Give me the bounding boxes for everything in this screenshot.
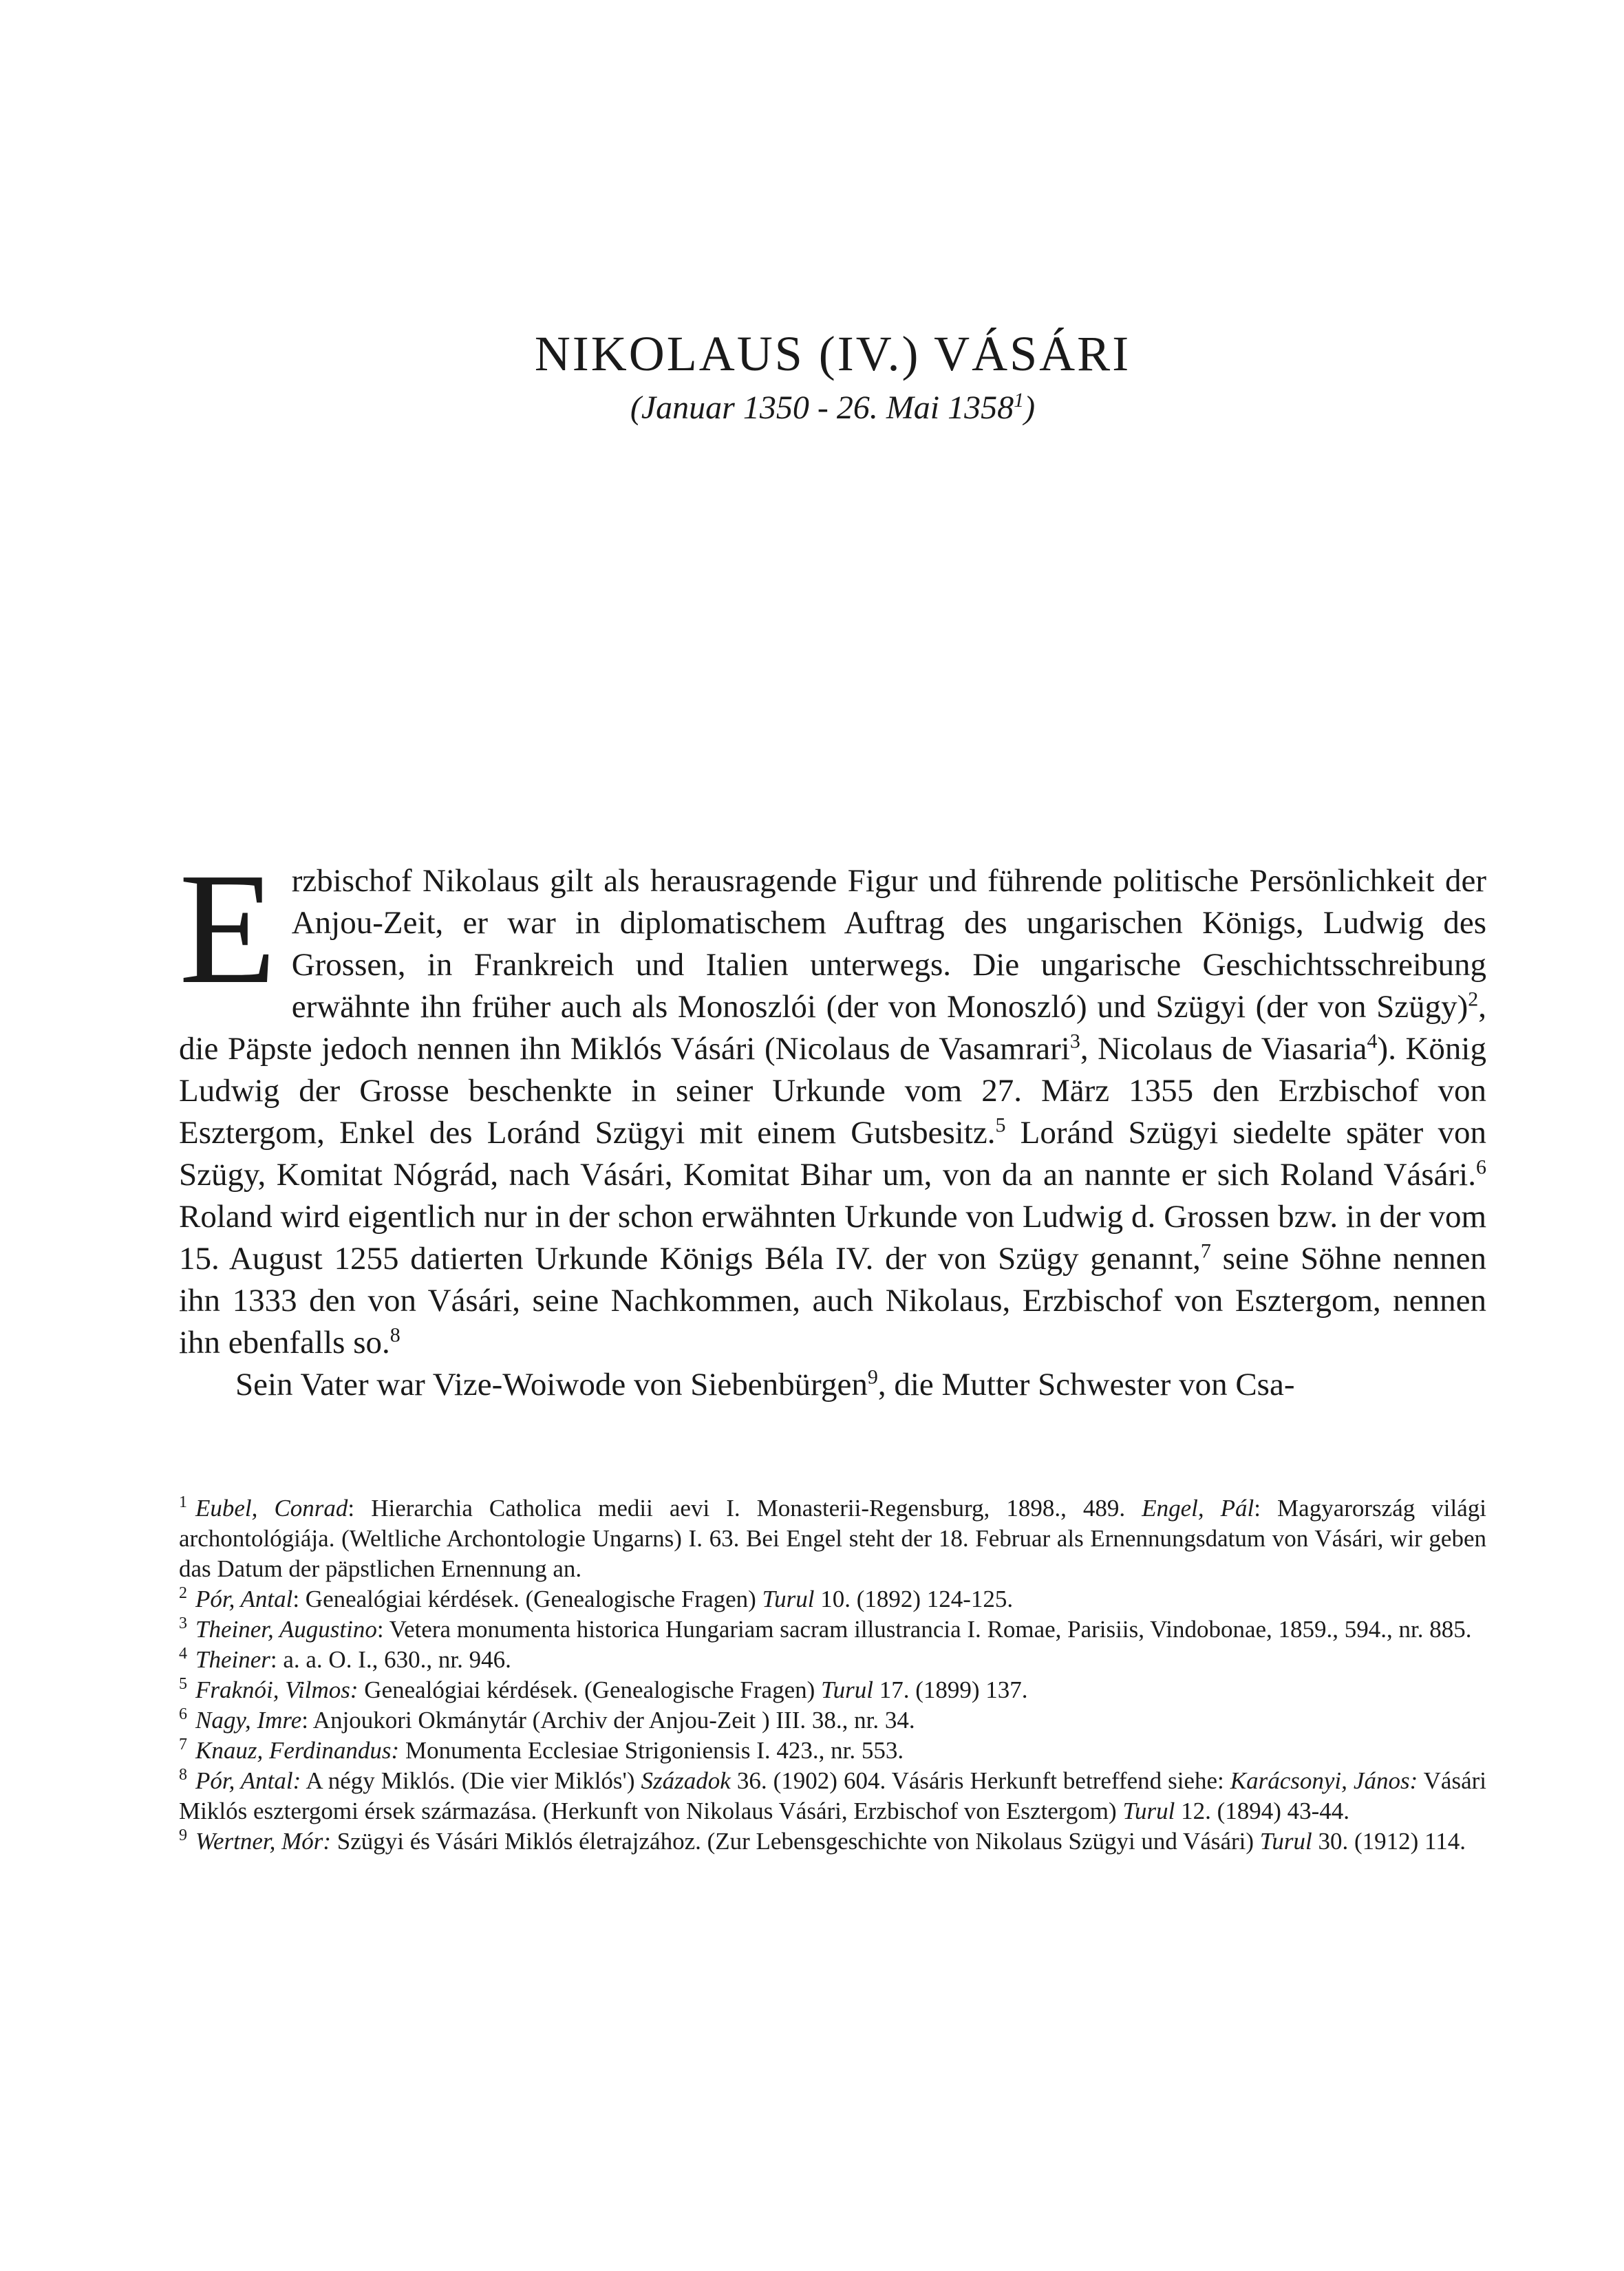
footnote: [179, 1675, 1486, 1705]
text-run: Vásári Miklós esztergomi érsek származása. (Herkunft von Nikolaus Vásári, Erzbischof von Esztergom): [179, 1767, 1486, 1824]
paragraph-2: [179, 1364, 1486, 1406]
footnote-ref: 1: [1014, 389, 1025, 412]
footnote-number: 4: [179, 1645, 187, 1663]
italic-run: Theiner, Augustino: [195, 1616, 377, 1643]
italic-run: Theiner: [195, 1646, 270, 1673]
subtitle-text: (Januar 1350 - 26. Mai 1358: [630, 390, 1014, 426]
text-run: 30. (1912) 114.: [1312, 1828, 1466, 1855]
text-run: : Genealógiai kérdések. (Genealogische Fragen): [292, 1586, 762, 1612]
footnote-ref: 3: [1069, 1030, 1080, 1053]
text-run: A négy Miklós. (Die vier Miklós'): [301, 1767, 641, 1794]
text-run: seine Söhne nennen ihn 1333 den von Vásári, seine Nachkommen, auch Nikolaus, Erzbischof von Esztergom, nennen ihn ebenfalls so.: [179, 1241, 1486, 1361]
drop-cap: E: [179, 840, 277, 1017]
footnote-number: 3: [179, 1614, 187, 1633]
footnote-ref: 5: [995, 1113, 1006, 1137]
text-run: 12. (1894) 43-44.: [1175, 1798, 1350, 1824]
footnote: [179, 1705, 1486, 1736]
footnote-ref: 7: [1200, 1239, 1211, 1263]
footnote-ref: 2: [1468, 988, 1479, 1011]
footnote-number: 2: [179, 1584, 187, 1603]
italic-run: Turul: [1122, 1798, 1175, 1824]
footnote-number: 7: [179, 1736, 187, 1754]
footnote-ref: 9: [867, 1365, 878, 1389]
footnote: [179, 1766, 1486, 1826]
italic-run: Eubel, Conrad: [195, 1495, 348, 1522]
text-run: : Magyarország világi archontológiája. (Weltliche Archontologie Ungarns) I. 63. Bei Engel steht der 18. Februar als Ernennungsdatum von Vásári, wir geben das Datum der päpstlichen Ernennung an.: [179, 1495, 1487, 1582]
text-run: ). König Ludwig der Grosse beschenkte in seiner Urkunde vom 27. März 1355 den Erzbischof von Esztergom, Enkel des Loránd Szügyi mit einem Gutsbesitz.: [179, 1031, 1486, 1151]
footnotes: [179, 1493, 1486, 1857]
text-run: Genealógiai kérdések. (Genealogische Fragen): [358, 1676, 822, 1703]
text-run: : Anjoukori Okmánytár (Archiv der Anjou-Zeit ) III. 38., nr. 34.: [301, 1707, 915, 1734]
italic-run: Nagy, Imre: [195, 1707, 302, 1734]
italic-run: Fraknói, Vilmos:: [195, 1676, 359, 1703]
italic-run: Turul: [762, 1586, 815, 1612]
footnote-ref: 4: [1367, 1030, 1378, 1053]
subtitle-close: ): [1024, 390, 1036, 426]
text-run: 36. (1902) 604. Vásáris Herkunft betreffend siehe:: [730, 1767, 1230, 1794]
text-run: : a. a. O. I., 630., nr. 946.: [270, 1646, 511, 1673]
footnote: [179, 1736, 1486, 1766]
paragraph-1-content: [179, 840, 1486, 1361]
text-run: , Nicolaus de Viasaria: [1080, 1031, 1367, 1067]
text-run: : Vetera monumenta historica Hungariam sacram illustrancia I. Romae, Parisiis, Vindobonae, 1859., 594., nr. 885.: [376, 1616, 1472, 1643]
footnote: [179, 1584, 1486, 1614]
italic-run: Pór, Antal: [195, 1586, 293, 1612]
text-run: , die Mutter Schwester von Csa-: [877, 1367, 1295, 1403]
footnote-number: 6: [179, 1705, 187, 1724]
text-run: 10. (1892) 124-125.: [814, 1586, 1014, 1612]
italic-run: Wertner, Mór:: [195, 1828, 332, 1855]
text-run: , die Päpste jedoch nennen ihn Miklós Vásári (Nicolaus de Vasamrari: [179, 989, 1486, 1067]
footnote-number: 5: [179, 1675, 187, 1694]
italic-run: Turul: [1259, 1828, 1312, 1855]
text-run: Szügyi és Vásári Miklós életrajzához. (Zur Lebensgeschichte von Nikolaus Szügyi und Vásári): [331, 1828, 1260, 1855]
text-run: Sein Vater war Vize-Woiwode von Siebenbürgen: [235, 1367, 868, 1403]
footnote: [179, 1493, 1486, 1584]
footnote: [179, 1826, 1486, 1857]
footnote-number: 1: [179, 1493, 187, 1512]
text-run: : Hierarchia Catholica medii aevi I. Monasterii-Regensburg, 1898., 489.: [348, 1495, 1142, 1522]
italic-run: Engel, Pál: [1142, 1495, 1254, 1522]
italic-run: Századok: [641, 1767, 731, 1794]
page-subtitle: [179, 389, 1486, 427]
text-run: Loránd Szügyi siedelte später von Szügy, Komitat Nógrád, nach Vásári, Komitat Bihar um, von da an nannte er sich Roland Vásári.: [179, 1115, 1486, 1193]
footnote-number: 9: [179, 1826, 187, 1845]
footnote: [179, 1645, 1486, 1675]
text-run: Monumenta Ecclesiae Strigoniensis I. 423., nr. 553.: [399, 1737, 904, 1764]
page-title: NIKOLAUS (IV.) VÁSÁRI: [534, 326, 1131, 382]
text-run: 17. (1899) 137.: [873, 1676, 1028, 1703]
text-run: Roland wird eigentlich nur in der schon erwähnten Urkunde von Ludwig d. Grossen bzw. in der vom 15. August 1255 datierten Urkunde Königs Béla IV. der von Szügy genannt,: [179, 1199, 1486, 1277]
footnote-ref: 8: [389, 1323, 400, 1347]
footnote-ref: 6: [1476, 1155, 1486, 1179]
paragraph-1: [179, 840, 1486, 1364]
footnote-number: 8: [179, 1766, 187, 1784]
body-text: [179, 840, 1486, 1406]
italic-run: Pór, Antal:: [195, 1767, 301, 1794]
italic-run: Knauz, Ferdinandus:: [195, 1737, 400, 1764]
italic-run: Turul: [821, 1676, 873, 1703]
footnote: [179, 1614, 1486, 1645]
text-run: rzbischof Nikolaus gilt als herausragende Figur und führende politische Persönlichkeit der Anjou-Zeit, er war in diplomatischem Auftrag des ungarischen Königs, Ludwig des Grossen, in Frankreich und Italien unterwegs. Die ungarische Geschichtsschreibung erwähnte ihn früher auch als Monoszlói (der von Monoszló) und Szügyi (der von Szügy): [291, 863, 1486, 1025]
italic-run: Karácsonyi, János:: [1230, 1767, 1418, 1794]
